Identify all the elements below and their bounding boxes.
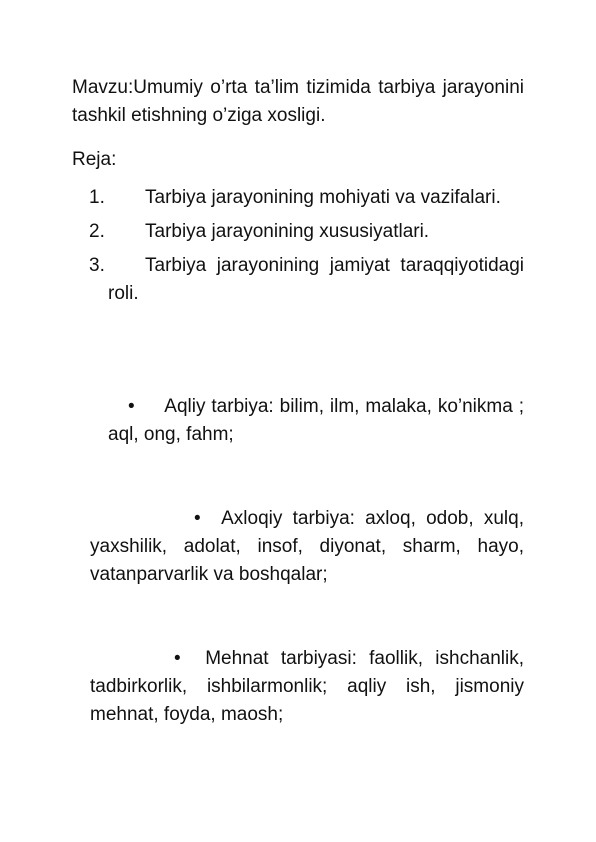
bullet-icon: • bbox=[174, 648, 181, 669]
plan-item-number: 2. bbox=[89, 221, 105, 242]
bullet-item-axloqiy bbox=[90, 505, 524, 589]
bullet-paragraph bbox=[90, 505, 524, 589]
plan-item-text: Tarbiya jarayonining jamiyat taraqqiyotidagi roli. bbox=[108, 255, 524, 304]
bullet-item-aqliy bbox=[108, 393, 524, 449]
plan-item-number: 1. bbox=[89, 187, 105, 208]
document-title: Mavzu:Umumiy o’rta ta’lim tizimida tarbiya jarayonini tashkil etishning o’ziga xosligi. bbox=[72, 77, 524, 126]
plan-item bbox=[0, 252, 596, 308]
bullet-icon: • bbox=[194, 508, 201, 529]
bullet-item-mehnat bbox=[90, 645, 524, 729]
plan-list bbox=[0, 184, 596, 314]
bullet-text: Aqliy tarbiya: bilim, ilm, malaka, ko’nikma ; aql, ong, fahm; bbox=[108, 396, 524, 445]
plan-item-text: Tarbiya jarayonining mohiyati va vazifalari. bbox=[145, 187, 501, 208]
plan-item-number: 3. bbox=[89, 255, 105, 276]
plan-item-text: Tarbiya jarayonining xususiyatlari. bbox=[145, 221, 430, 242]
plan-item bbox=[0, 218, 596, 246]
bullet-paragraph bbox=[108, 393, 524, 449]
bullet-text: Mehnat tarbiyasi: faollik, ishchanlik, tadbirkorlik, ishbilarmonlik; aqliy ish, jismoniy mehnat, foyda, maosh; bbox=[90, 648, 524, 725]
bullet-icon: • bbox=[128, 396, 135, 417]
plan-label: Reja: bbox=[72, 149, 117, 170]
bullet-paragraph bbox=[90, 645, 524, 729]
plan-item bbox=[0, 184, 596, 212]
bullet-text: Axloqiy tarbiya: axloq, odob, xulq, yaxshilik, adolat, insof, diyonat, sharm, hayo, vatanparvarlik va boshqalar; bbox=[90, 508, 524, 585]
